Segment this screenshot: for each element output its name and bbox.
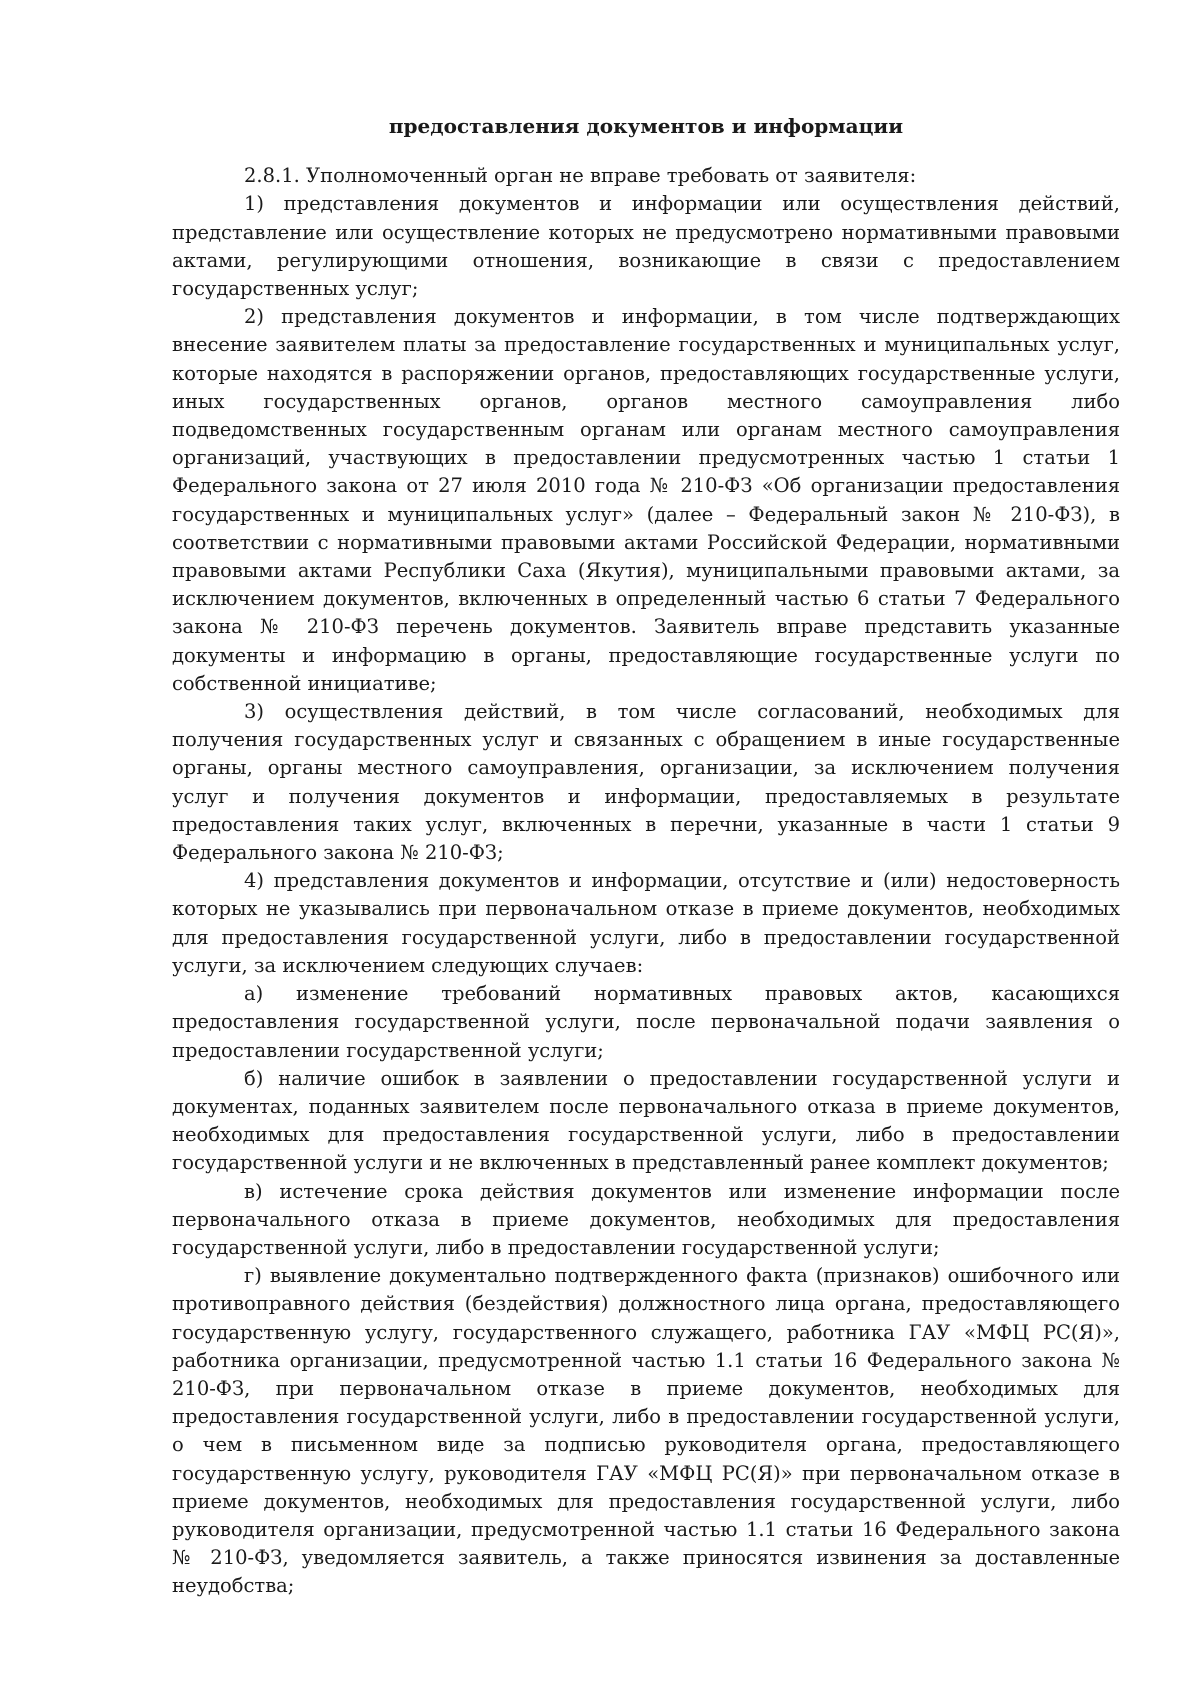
paragraph-item-v: в) истечение срока действия документов или изменение информации после первоначального отказа в приеме документов, необходимых для предоставления государственной услуги, либо в предоставлении государственной услуги; — [172, 1179, 1120, 1259]
section-heading: предоставления документов и информации — [388, 114, 904, 138]
paragraph-item-4: 4) представления документов и информации, отсутствие и (или) недостоверность которых не указывались при первоначальном отказе в приеме документов, необходимых для предоставления государственной услуги, либо в предоставлении государственной услуги, за исключением следующих случаев: — [172, 869, 1120, 977]
paragraph-item-b: б) наличие ошибок в заявлении о предоставлении государственной услуги и документах, поданных заявителем после первоначального отказа в приеме документов, необходимых для предоставления государственной услуги, либо в предоставлении государственной услуги и не включенных в представленный ранее комплект документов; — [172, 1066, 1120, 1175]
paragraph-item-2: 2) представления документов и информации, в том числе подтверждающих внесение заявителем платы за предоставление государственных и муниципальных услуг, которые находятся в распоряжении органов, предоставляющих государственные услуги, иных государственных органов, органов местного самоуправления либо подведомственных государственным органам или органам местного самоуправления организаций, участвующих в предоставлении предусмотренных частью 1 статьи 1 Федерального закона от 27 июля 2010 года № 210-ФЗ «Об организации предоставления государственных и муниципальных услуг» (далее – Федеральный закон № 210-ФЗ), в соответствии с нормативными правовыми актами Российской Федерации, нормативными правовыми актами Республики Саха (Якутия), муниципальными правовыми актами, за исключением документов, включенных в определенный частью 6 статьи 7 Федерального закона № 210-ФЗ перечень документов. Заявитель вправе представить указанные документы и информацию в органы, предоставляющие государственные услуги по собственной инициативе; — [172, 305, 1120, 695]
paragraph-item-1: 1) представления документов и информации или осуществления действий, представление или осуществление которых не предусмотрено нормативными правовыми актами, регулирующими отношения, возникающие в связи с предоставлением государственных услуг; — [172, 192, 1120, 301]
paragraph-2-8-1: 2.8.1. Уполномоченный орган не вправе требовать от заявителя: — [244, 164, 917, 188]
paragraph-item-a: а) изменение требований нормативных правовых актов, касающихся предоставления государственной услуги, после первоначальной подачи заявления о предоставлении государственной услуги; — [172, 982, 1120, 1062]
document-page — [172, 112, 1120, 1601]
paragraph-item-g: г) выявление документально подтвержденного факта (признаков) ошибочного или противоправного действия (бездействия) должностного лица органа, предоставляющего государственную услугу, государственного служащего, работника ГАУ «МФЦ РС(Я)», работника организации, предусмотренной частью 1.1 статьи 16 Федерального закона № 210-ФЗ, при первоначальном отказе в приеме документов, необходимых для предоставления государственной услуги, либо в предоставлении государственной услуги, о чем в письменном виде за подписью руководителя органа, предоставляющего государственную услугу, руководителя ГАУ «МФЦ РС(Я)» при первоначальном отказе в приеме документов, необходимых для предоставления государственной услуги, либо руководителя организации, предусмотренной частью 1.1 статьи 16 Федерального закона № 210-ФЗ, уведомляется заявитель, а также приносятся извинения за доставленные неудобства; — [172, 1264, 1120, 1598]
paragraph-item-3: 3) осуществления действий, в том числе согласований, необходимых для получения государственных услуг и связанных с обращением в иные государственные органы, органы местного самоуправления, организации, за исключением получения услуг и получения документов и информации, предоставляемых в результате предоставления таких услуг, включенных в перечни, указанные в части 1 статьи 9 Федерального закона № 210-ФЗ; — [172, 700, 1120, 865]
